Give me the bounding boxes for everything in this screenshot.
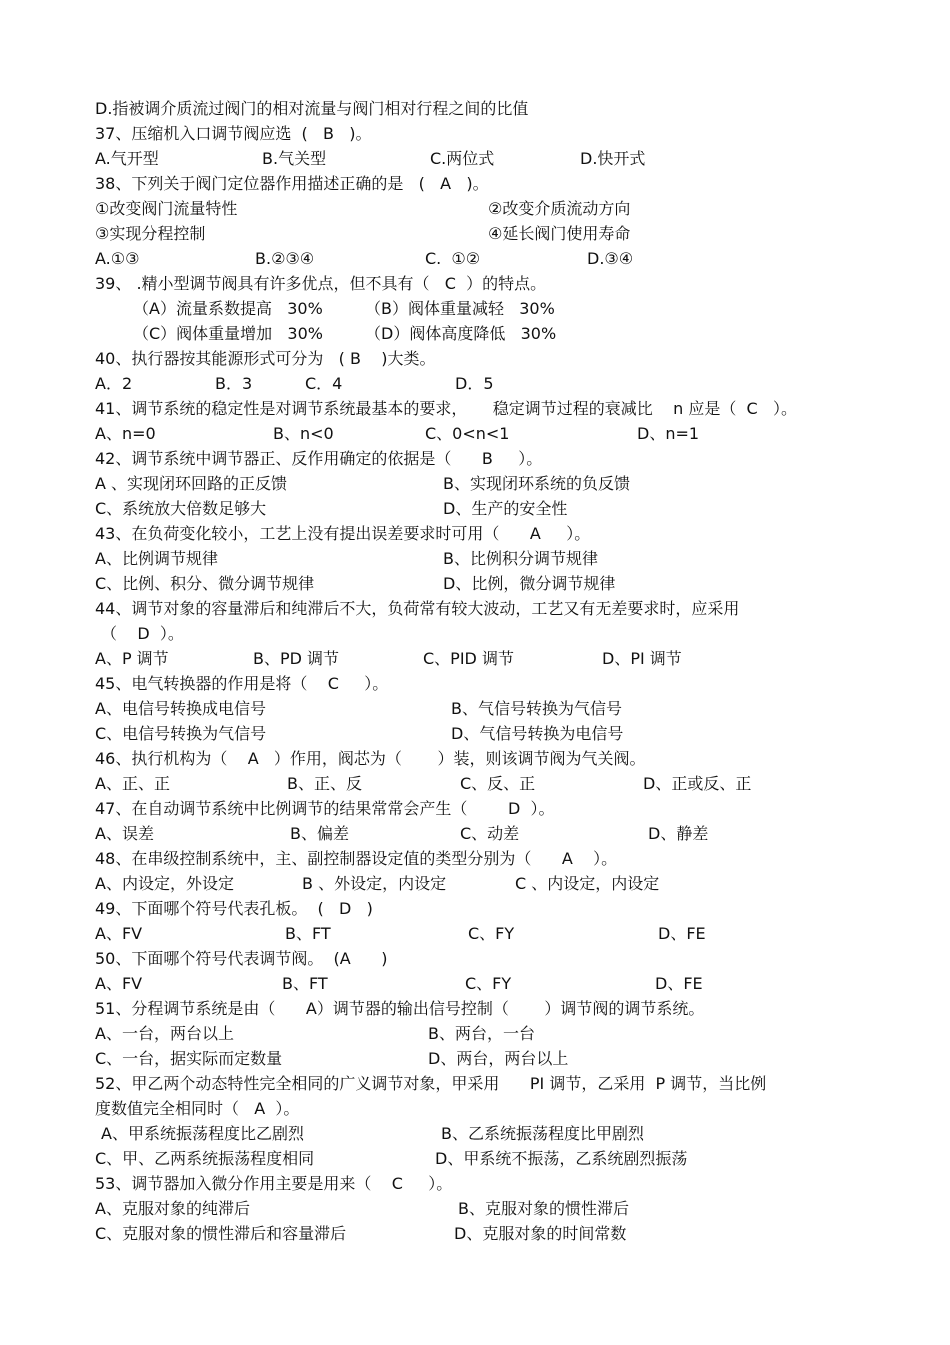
text-segment: B、比例积分调节规律: [443, 549, 598, 568]
text-segment: D、克服对象的时间常数: [454, 1224, 627, 1243]
text-segment: 46、执行机构为（ A ）作用，阀芯为（ ）装，则该调节阀为气关阀。: [95, 749, 646, 768]
text-segment: C、一台，据实际而定数量: [95, 1049, 283, 1068]
text-segment: B、乙系统振荡程度比甲剧烈: [441, 1124, 644, 1143]
text-segment: D、n=1: [637, 424, 700, 443]
text-segment: C.两位式: [430, 149, 495, 168]
text-segment: （B）阀体重量减轻 30%: [365, 299, 555, 318]
text-segment: D.③④: [587, 249, 634, 268]
text-segment: ④延长阀门使用寿命: [488, 224, 631, 243]
text-segment: （C）阀体重量增加 30%: [133, 324, 323, 343]
text-segment: ②改变介质流动方向: [488, 199, 631, 218]
text-segment: C、反、正: [460, 774, 536, 793]
text-segment: 48、在串级控制系统中，主、副控制器设定值的类型分别为（ A ）。: [95, 849, 618, 868]
text-segment: A、P 调节: [95, 649, 169, 668]
text-segment: 51、分程调节系统是由（ A）调节器的输出信号控制（ ）调节阀的调节系统。: [95, 999, 705, 1018]
text-segment: D.快开式: [580, 149, 646, 168]
text-segment: 38、下列关于阀门定位器作用描述正确的是 ( A )。: [95, 174, 489, 193]
text-segment: B 、外设定，内设定: [302, 874, 447, 893]
text-segment: ①改变阀门流量特性: [95, 199, 238, 218]
text-segment: ③实现分程控制: [95, 224, 206, 243]
text-segment: D、PI 调节: [602, 649, 682, 668]
text-segment: C 、内设定，内设定: [515, 874, 660, 893]
text-segment: （D）阀体高度降低 30%: [365, 324, 557, 343]
text-segment: B、n<0: [273, 424, 334, 443]
text-segment: 41、调节系统的稳定性是对调节系统最基本的要求， 稳定调节过程的衰减比 n 应是（ C ）。: [95, 399, 797, 418]
text-segment: A．2: [95, 374, 133, 393]
text-segment: D、静差: [648, 824, 709, 843]
text-segment: C、PID 调节: [423, 649, 514, 668]
text-segment: D．5: [455, 374, 494, 393]
text-segment: C、比例、积分、微分调节规律: [95, 574, 315, 593]
text-segment: 39、 .精小型调节阀具有许多优点，但不具有（ C ）的特点。: [95, 274, 547, 293]
text-segment: D、FE: [655, 974, 703, 993]
text-segment: C、甲、乙两系统振荡程度相同: [95, 1149, 315, 1168]
text-segment: C．4: [305, 374, 343, 393]
text-segment: 42、调节系统中调节器正、反作用确定的依据是（ B ）。: [95, 449, 543, 468]
text-segment: 52、甲乙两个动态特性完全相同的广义调节对象，甲采用 PI 调节，乙采用 P 调节，当比例: [95, 1074, 767, 1093]
text-segment: B、实现闭环系统的负反馈: [443, 474, 630, 493]
text-segment: （ D ）。: [101, 624, 184, 643]
text-segment: A、FV: [95, 924, 143, 943]
text-segment: 45、电气转换器的作用是将（ C ）。: [95, 674, 389, 693]
text-segment: C、动差: [460, 824, 520, 843]
text-segment: C. ①②: [425, 249, 481, 268]
text-segment: A、FV: [95, 974, 143, 993]
text-segment: A.气开型: [95, 149, 159, 168]
text-segment: D、两台，两台以上: [428, 1049, 569, 1068]
text-segment: B、FT: [285, 924, 331, 943]
text-segment: A、一台，两台以上: [95, 1024, 234, 1043]
text-segment: 47、在自动调节系统中比例调节的结果常常会产生（ D ）。: [95, 799, 555, 818]
text-segment: B、正、反: [287, 774, 362, 793]
text-segment: C、系统放大倍数足够大: [95, 499, 267, 518]
text-segment: D、生产的安全性: [443, 499, 568, 518]
text-segment: B、气信号转换为气信号: [451, 699, 622, 718]
text-segment: 40、执行器按其能源形式可分为 ( B )大类。: [95, 349, 436, 368]
text-segment: C、0<n<1: [425, 424, 510, 443]
text-segment: B、偏差: [290, 824, 349, 843]
text-segment: B.②③④: [255, 249, 315, 268]
text-segment: B、两台，一台: [428, 1024, 535, 1043]
text-segment: 53、调节器加入微分作用主要是用来（ C ）。: [95, 1174, 453, 1193]
text-segment: B．3: [215, 374, 253, 393]
text-segment: D.指被调介质流过阀门的相对流量与阀门相对行程之间的比值: [95, 99, 529, 118]
text-segment: D、正或反、正: [643, 774, 752, 793]
text-segment: D、FE: [658, 924, 706, 943]
text-segment: A、甲系统振荡程度比乙剧烈: [101, 1124, 304, 1143]
text-segment: （A）流量系数提高 30%: [133, 299, 323, 318]
text-segment: C、克服对象的惯性滞后和容量滞后: [95, 1224, 347, 1243]
text-segment: A、正、正: [95, 774, 170, 793]
text-segment: D、比例，微分调节规律: [443, 574, 616, 593]
text-segment: A、误差: [95, 824, 154, 843]
text-segment: 37、压缩机入口调节阀应选 ( B )。: [95, 124, 372, 143]
text-segment: A、比例调节规律: [95, 549, 218, 568]
text-segment: B.气关型: [262, 149, 327, 168]
text-segment: C、FY: [468, 924, 515, 943]
text-segment: B、PD 调节: [253, 649, 340, 668]
text-segment: 43、在负荷变化较小，工艺上没有提出误差要求时可用（ A ）。: [95, 524, 591, 543]
text-segment: A.①③: [95, 249, 140, 268]
text-segment: 44、调节对象的容量滞后和纯滞后不大，负荷常有较大波动，工艺又有无差要求时，应采用: [95, 599, 740, 618]
text-segment: A、n=0: [95, 424, 156, 443]
text-segment: C、电信号转换为气信号: [95, 724, 267, 743]
text-segment: A 、实现闭环回路的正反馈: [95, 474, 288, 493]
text-segment: 50、下面哪个符号代表调节阀。 (A ): [95, 949, 388, 968]
text-segment: 49、下面哪个符号代表孔板。 ( D ): [95, 899, 373, 918]
text-segment: D、甲系统不振荡，乙系统剧烈振荡: [435, 1149, 688, 1168]
text-segment: B、FT: [282, 974, 328, 993]
text-segment: A、电信号转换成电信号: [95, 699, 266, 718]
text-segment: 度数值完全相同时（ A ）。: [95, 1099, 300, 1118]
text-segment: A、克服对象的纯滞后: [95, 1199, 250, 1218]
text-segment: C、FY: [465, 974, 512, 993]
text-segment: B、克服对象的惯性滞后: [458, 1199, 629, 1218]
text-segment: D、气信号转换为电信号: [451, 724, 624, 743]
text-segment: A、内设定，外设定: [95, 874, 234, 893]
